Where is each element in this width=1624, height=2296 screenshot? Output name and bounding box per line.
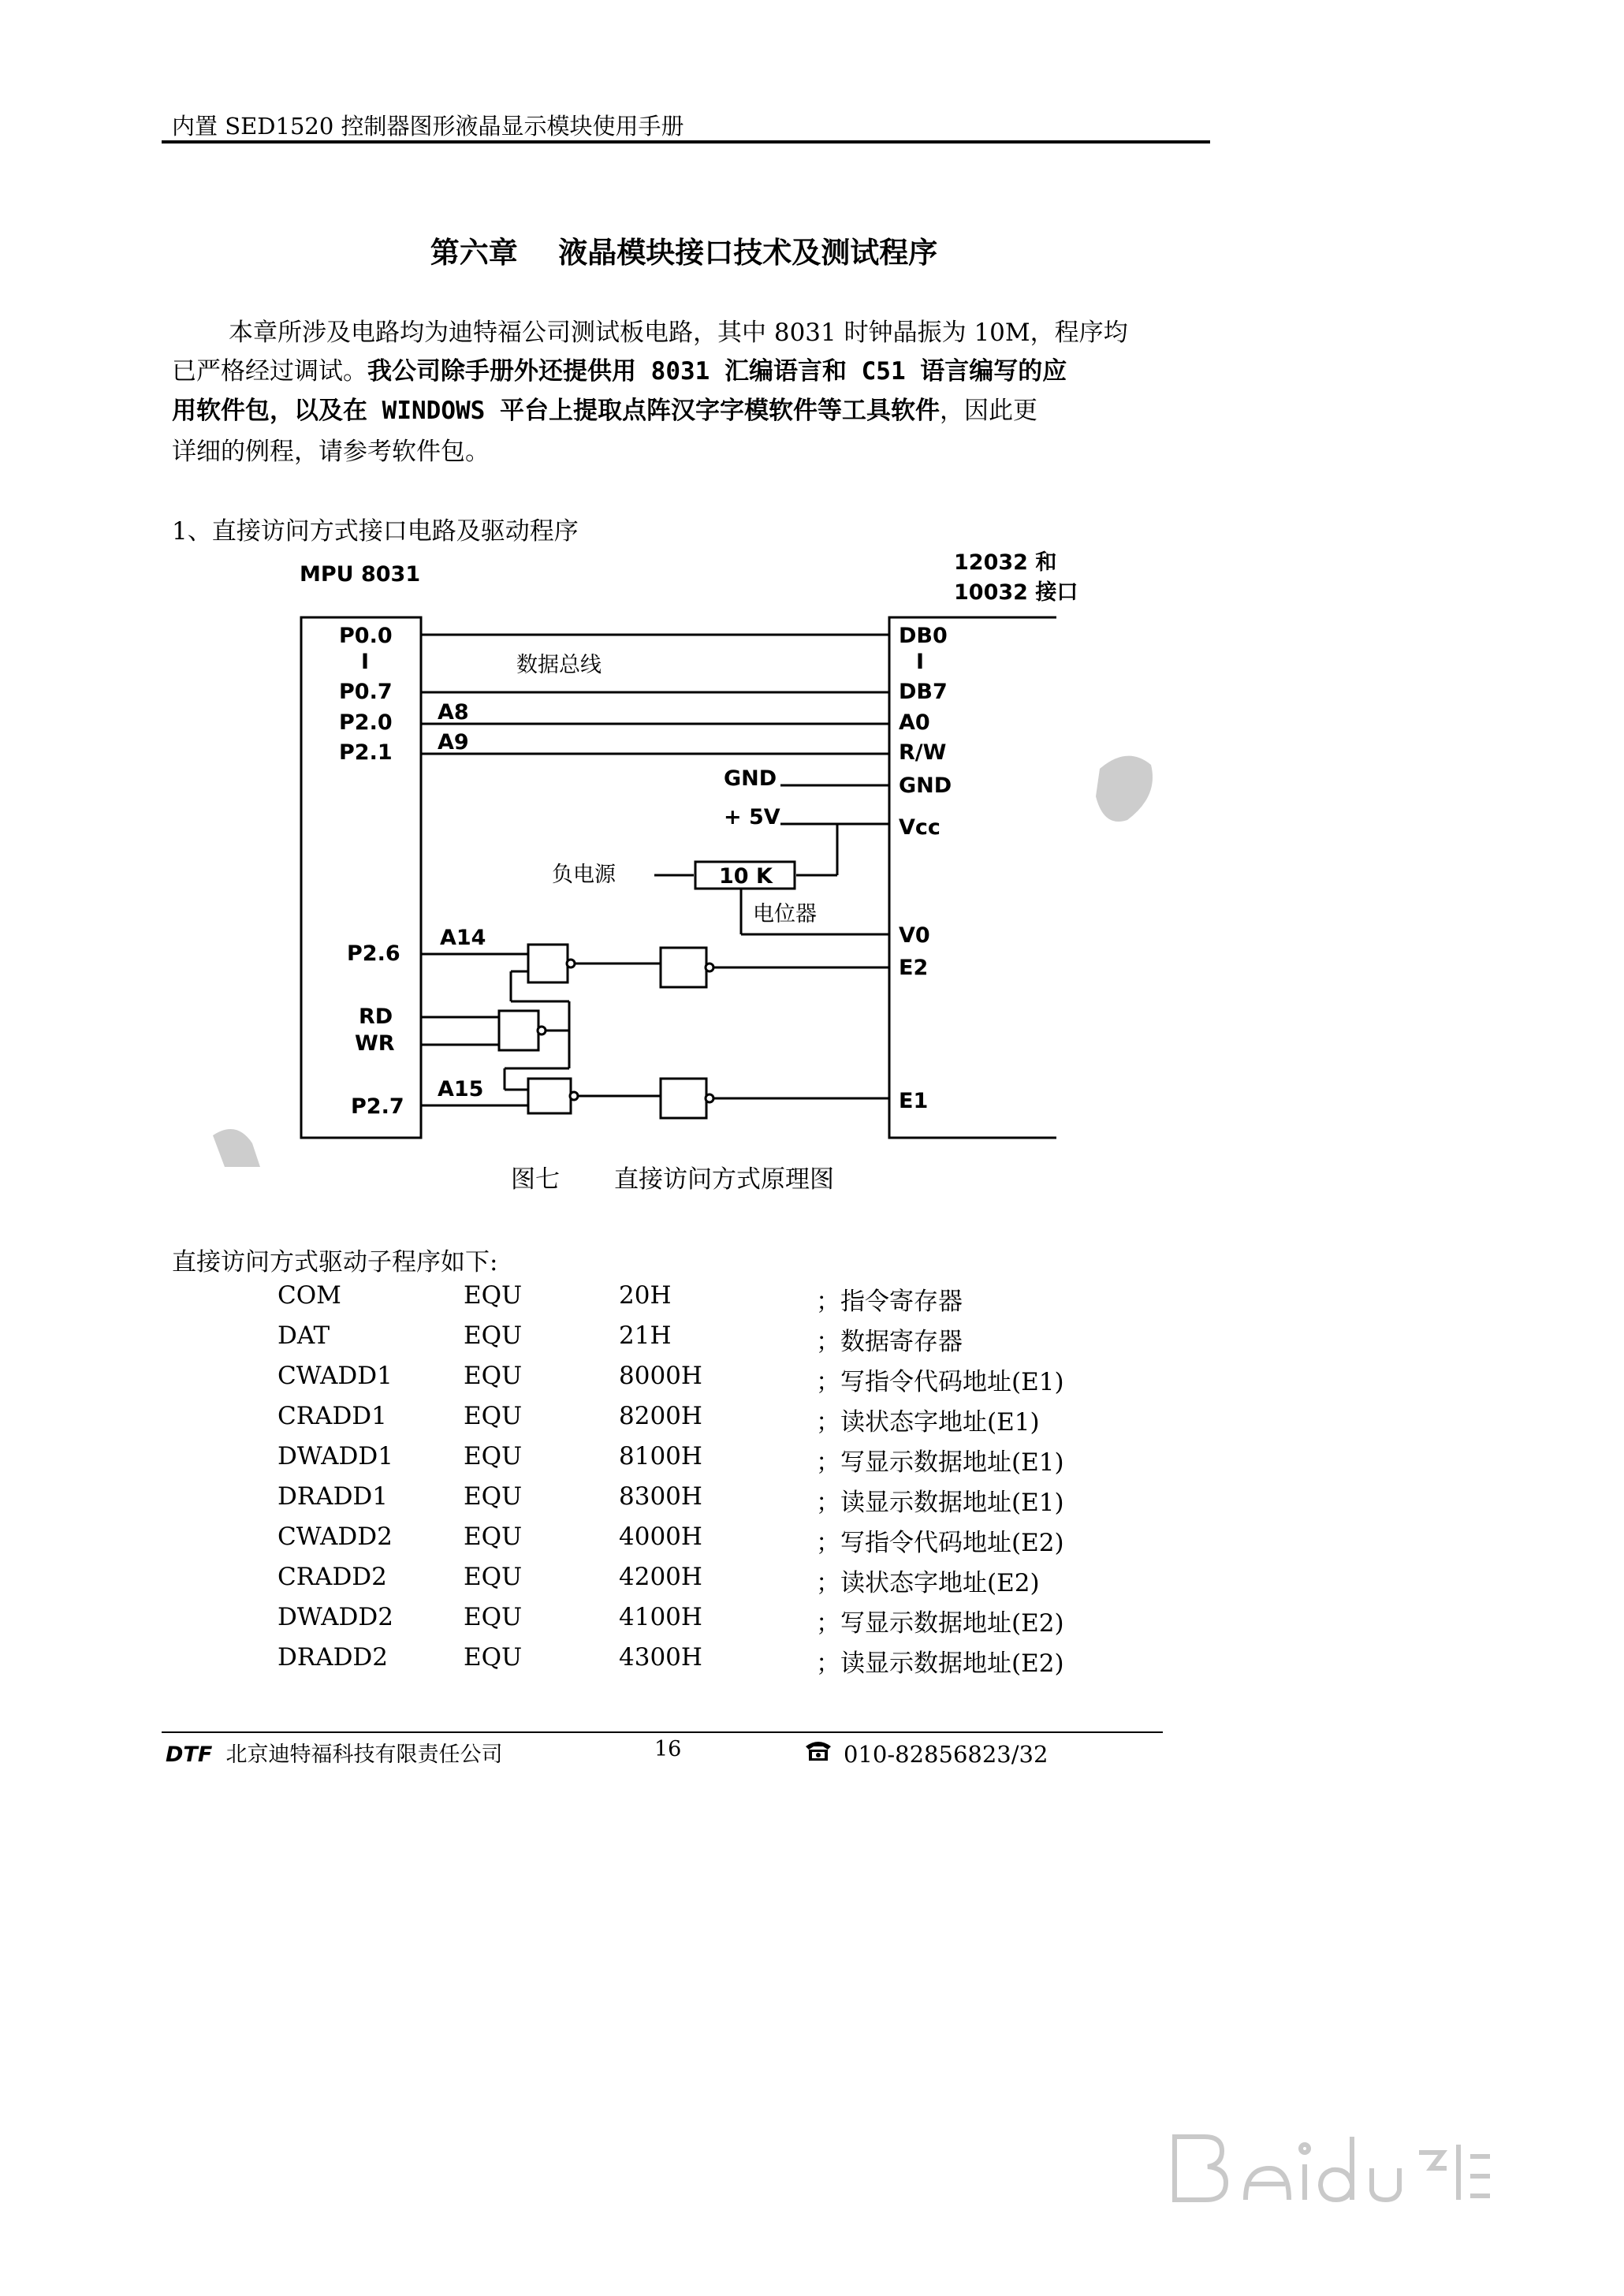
code-name: CRADD2 xyxy=(277,1563,387,1591)
pin-e1: E1 xyxy=(899,1089,929,1113)
code-val: 4200H xyxy=(619,1563,702,1591)
code-name: DAT xyxy=(277,1321,330,1350)
pin-sep-left: I xyxy=(361,650,370,674)
code-val: 8200H xyxy=(619,1402,702,1430)
code-val: 8000H xyxy=(619,1362,702,1390)
intro-line-3-bold: 用软件包，以及在 WINDOWS 平台上提取点阵汉字字模软件等工具软件 xyxy=(172,397,940,425)
code-op: EQU xyxy=(464,1321,523,1350)
code-op: EQU xyxy=(464,1563,523,1591)
pin-p00: P0.0 xyxy=(339,624,393,648)
code-comment: ；写显示数据地址(E1) xyxy=(816,1448,1064,1477)
a9-label: A9 xyxy=(438,730,469,755)
mpu-title: MPU 8031 xyxy=(300,562,421,587)
footer-company xyxy=(166,1737,502,1768)
pin-sep-right: I xyxy=(916,650,925,674)
pin-p27: P2.7 xyxy=(351,1094,404,1119)
footer-brand: DTF xyxy=(166,1742,213,1767)
footer-phone: 010-82856823/32 xyxy=(844,1741,1049,1768)
code-val: 8100H xyxy=(619,1442,702,1470)
code-op: EQU xyxy=(464,1402,523,1430)
code-op: EQU xyxy=(464,1643,523,1672)
code-name: DRADD2 xyxy=(277,1643,389,1672)
lcd-title-1: 12032 和 xyxy=(954,550,1057,575)
code-op: EQU xyxy=(464,1482,523,1511)
code-comment: ；指令寄存器 xyxy=(816,1288,963,1316)
bus-label: 数据总线 xyxy=(516,653,602,677)
pin-a0: A0 xyxy=(899,710,930,735)
code-comment: ；读状态字地址(E1) xyxy=(816,1408,1040,1437)
pot-label: 电位器 xyxy=(753,902,817,926)
chapter-title: 第六章 液晶模块接口技术及测试程序 xyxy=(430,236,938,270)
intro-line-3-normal: ，因此更 xyxy=(939,397,1037,425)
pin-vcc: Vcc xyxy=(899,815,941,840)
section-title: 1、直接访问方式接口电路及驱动程序 xyxy=(172,517,579,546)
pin-db7: DB7 xyxy=(899,680,948,704)
neg-supply-label: 负电源 xyxy=(552,863,616,887)
pin-rw: R/W xyxy=(899,740,947,765)
intro-line-1: 本章所涉及电路均为迪特福公司测试板电路，其中 8031 时钟晶振为 10M，程序均 xyxy=(229,319,1128,347)
program-intro: 直接访问方式驱动子程序如下: xyxy=(172,1248,498,1277)
code-val: 20H xyxy=(619,1281,672,1310)
code-name: CRADD1 xyxy=(277,1402,387,1430)
pin-p21: P2.1 xyxy=(339,740,393,765)
plus5v-label: + 5V xyxy=(724,805,780,829)
code-val: 4300H xyxy=(619,1643,702,1672)
pin-wr: WR xyxy=(355,1031,395,1056)
code-op: EQU xyxy=(464,1362,523,1390)
code-name: DWADD1 xyxy=(277,1442,393,1470)
code-val: 4100H xyxy=(619,1603,702,1631)
a14-label: A14 xyxy=(440,926,486,950)
code-name: DWADD2 xyxy=(277,1603,393,1631)
a8-label: A8 xyxy=(438,700,469,725)
header-title: 内置 SED1520 控制器图形液晶显示模块使用手册 xyxy=(172,113,684,140)
footer-company-name: 北京迪特福科技有限责任公司 xyxy=(225,1742,503,1767)
code-comment: ；写指令代码地址(E1) xyxy=(816,1368,1064,1396)
gnd-label: GND xyxy=(724,766,777,791)
code-op: EQU xyxy=(464,1523,523,1551)
code-name: COM xyxy=(277,1281,341,1310)
code-op: EQU xyxy=(464,1281,523,1310)
pin-gnd: GND xyxy=(899,773,952,798)
intro-line-2-bold: 我公司除手册外还提供用 8031 汇编语言和 C51 语言编写的应 xyxy=(367,357,1067,386)
code-name: CWADD2 xyxy=(277,1523,393,1551)
figure-caption: 图七 直接访问方式原理图 xyxy=(511,1165,834,1194)
intro-line-4: 详细的例程，请参考软件包。 xyxy=(172,438,490,466)
page-number: 16 xyxy=(654,1737,682,1761)
code-comment: ；读显示数据地址(E1) xyxy=(816,1489,1064,1517)
telephone-icon xyxy=(803,1737,834,1764)
code-comment: ；数据寄存器 xyxy=(816,1328,963,1356)
pin-p20: P2.0 xyxy=(339,710,393,735)
footer-rule xyxy=(162,1731,1163,1733)
resistor-label: 10 K xyxy=(719,864,773,889)
code-comment: ；读状态字地址(E2) xyxy=(816,1569,1040,1597)
pin-p07: P0.7 xyxy=(339,680,393,704)
baidu-watermark-logo xyxy=(1159,2121,1553,2263)
code-name: CWADD1 xyxy=(277,1362,393,1390)
pin-p26: P2.6 xyxy=(347,941,400,966)
code-val: 21H xyxy=(619,1321,672,1350)
code-val: 4000H xyxy=(619,1523,702,1551)
lcd-title-2: 10032 接口 xyxy=(954,580,1078,605)
code-name: DRADD1 xyxy=(277,1482,389,1511)
code-comment: ；写指令代码地址(E2) xyxy=(816,1529,1064,1557)
pin-e2: E2 xyxy=(899,956,929,980)
code-op: EQU xyxy=(464,1603,523,1631)
code-comment: ；写显示数据地址(E2) xyxy=(816,1609,1064,1638)
code-comment: ；读显示数据地址(E2) xyxy=(816,1649,1064,1678)
pin-db0: DB0 xyxy=(899,624,948,648)
code-val: 8300H xyxy=(619,1482,702,1511)
pin-v0: V0 xyxy=(899,923,930,948)
code-op: EQU xyxy=(464,1442,523,1470)
pin-rd: RD xyxy=(359,1004,393,1029)
intro-line-2-normal: 已严格经过调试。 xyxy=(172,357,367,386)
a15-label: A15 xyxy=(438,1077,484,1101)
